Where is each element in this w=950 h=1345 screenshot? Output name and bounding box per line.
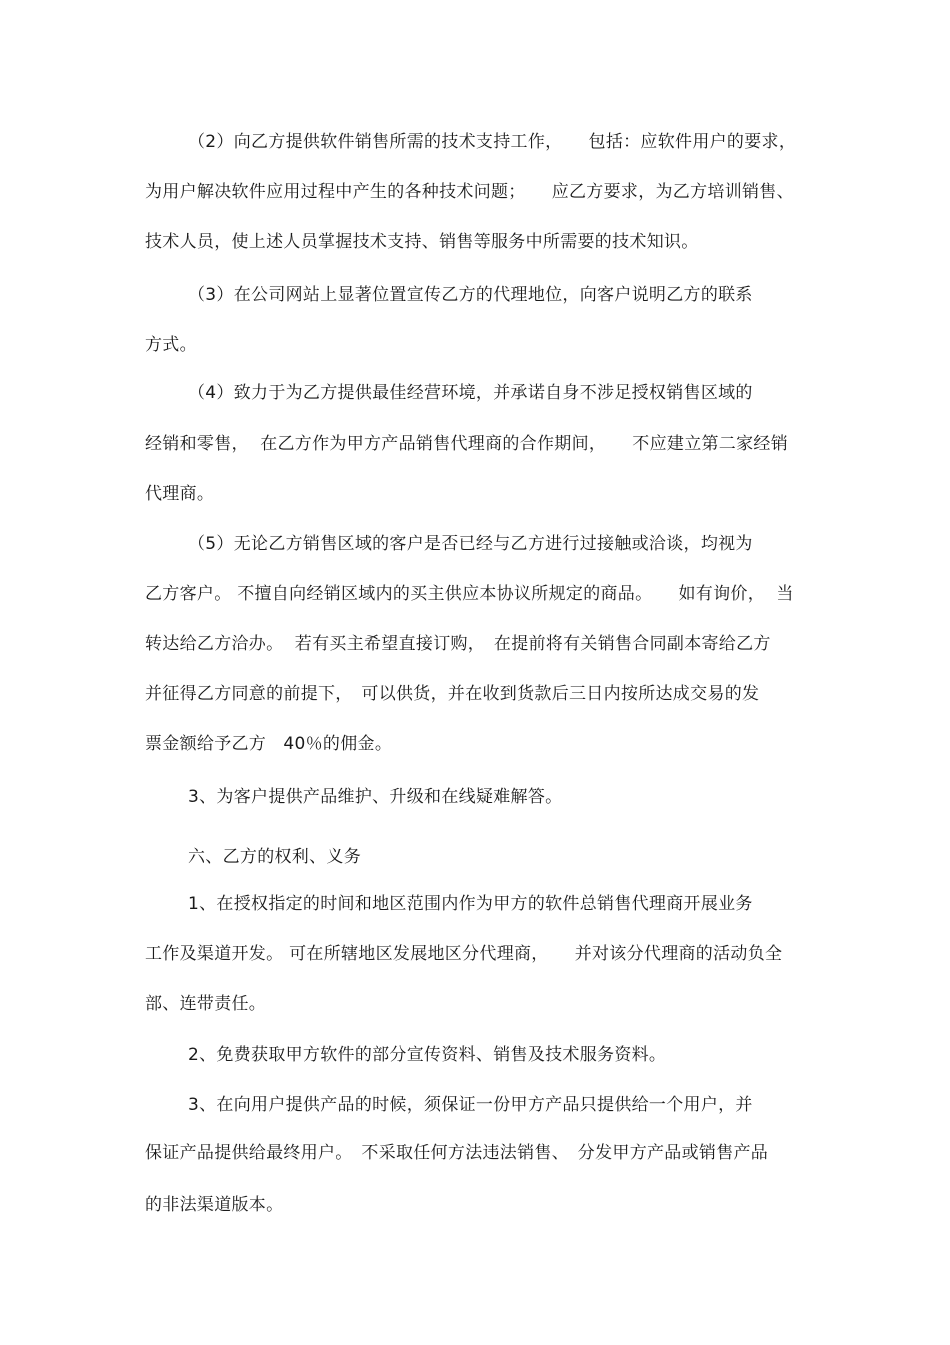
text-line: （5）无论乙方销售区域的客户是否已经与乙方进行过接触或洽谈，均视为 <box>188 534 753 554</box>
text-line: 3、在向用户提供产品的时候，须保证一份甲方产品只提供给一个用户，并 <box>188 1095 753 1115</box>
text-line: 部、连带责任。 <box>145 994 267 1014</box>
text-line: （4）致力于为乙方提供最佳经营环境，并承诺自身不涉足授权销售区域的 <box>188 383 753 403</box>
text-line: 转达给乙方洽办。 若有买主希望直接订购， 在提前将有关销售合同副本寄给乙方 <box>145 634 771 654</box>
text-line: 工作及渠道开发。 可在所辖地区发展地区分代理商， 并对该分代理商的活动负全 <box>145 944 783 964</box>
text-line: 保证产品提供给最终用户。 不采取任何方法违法销售、 分发甲方产品或销售产品 <box>145 1143 769 1163</box>
text-line: 方式。 <box>145 335 197 355</box>
text-line: 1、在授权指定的时间和地区范围内作为甲方的软件总销售代理商开展业务 <box>188 894 753 914</box>
section-heading: 六、乙方的权利、义务 <box>188 847 361 867</box>
text-line: （2）向乙方提供软件销售所需的技术支持工作， 包括：应软件用户的要求， <box>188 132 797 152</box>
text-line: 为用户解决软件应用过程中产生的各种技术问题； 应乙方要求，为乙方培训销售、 <box>145 182 794 202</box>
text-line: 乙方客户。 不擅自向经销区域内的买主供应本协议所规定的商品。 如有询价， 当 <box>145 584 794 604</box>
text-line: 并征得乙方同意的前提下， 可以供货，并在收到货款后三日内按所达成交易的发 <box>145 684 760 704</box>
text-line: 3、为客户提供产品维护、升级和在线疑难解答。 <box>188 787 563 807</box>
text-line: （3）在公司网站上显著位置宣传乙方的代理地位，向客户说明乙方的联系 <box>188 285 753 305</box>
text-line: 技术人员，使上述人员掌握技术支持、销售等服务中所需要的技术知识。 <box>145 232 699 252</box>
text-line: 代理商。 <box>145 484 215 504</box>
text-line: 2、免费获取甲方软件的部分宣传资料、销售及技术服务资料。 <box>188 1045 667 1065</box>
text-line: 的非法渠道版本。 <box>145 1195 284 1215</box>
text-line: 票金额给予乙方 40％的佣金。 <box>145 734 393 754</box>
text-line: 经销和零售， 在乙方作为甲方产品销售代理商的合作期间， 不应建立第二家经销 <box>145 434 789 454</box>
